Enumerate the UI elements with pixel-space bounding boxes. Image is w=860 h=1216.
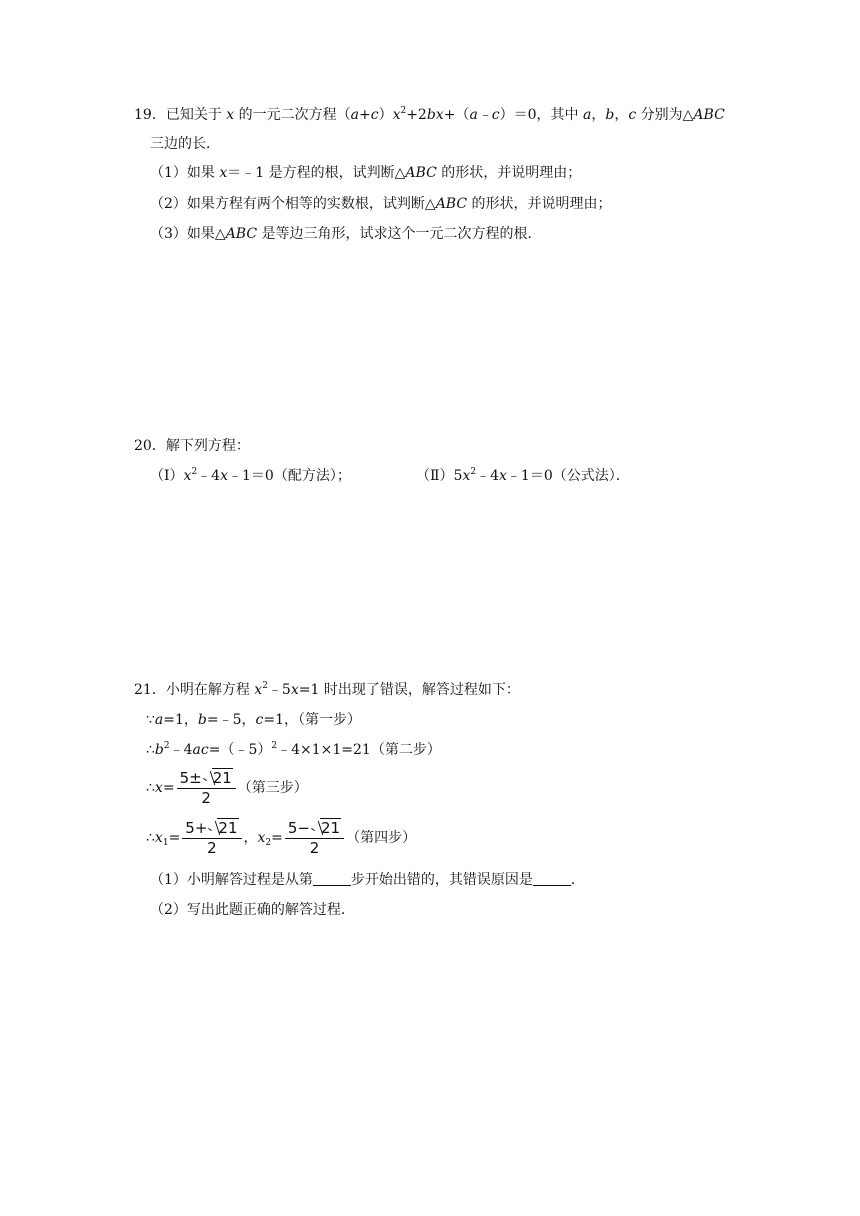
var: x (154, 780, 163, 796)
text: =1 时出现了错误，解答过程如下： (298, 682, 520, 698)
numerator (285, 819, 344, 839)
var: ABC (225, 226, 258, 242)
text: +（ (443, 107, 470, 123)
text: ， (591, 107, 606, 123)
q21-step4 (146, 818, 416, 858)
denominator: 2 (201, 789, 211, 807)
denominator: 2 (207, 839, 217, 857)
var: ABC (693, 107, 725, 123)
var: a (583, 107, 592, 123)
var: c (628, 107, 637, 123)
text: 小明在解方程 (165, 682, 250, 698)
fraction (177, 769, 236, 807)
exponent: 2 (470, 467, 477, 477)
q21-part2 (150, 900, 355, 920)
subscript: 2 (265, 838, 272, 848)
text: 分别为△ (640, 107, 694, 123)
text: 的一元二次方程（ (238, 107, 351, 123)
var: x (220, 468, 228, 484)
var: x (290, 682, 299, 698)
q19-part3 (150, 224, 542, 244)
var: bx (426, 107, 444, 123)
text: ＝﹣1 是方程的根，试判断△ (227, 165, 406, 181)
question-number: 20． (134, 438, 166, 454)
var: x (254, 682, 263, 698)
text: ∵ (146, 712, 155, 728)
q19-stem-line2 (150, 134, 220, 154)
answer-blank[interactable] (533, 871, 571, 886)
text: = (271, 830, 283, 846)
answer-blank[interactable] (313, 871, 351, 886)
q19-stem-line1 (134, 105, 725, 125)
var: x (183, 468, 192, 484)
sqrt (202, 769, 233, 787)
text: （1）如果 (150, 165, 215, 181)
question-number: 19． (134, 107, 166, 123)
question-number: 21． (134, 682, 166, 698)
q19-part1 (150, 163, 581, 183)
text: 5+ (185, 819, 208, 837)
text: ， (243, 830, 258, 846)
var: ABC (405, 165, 437, 181)
text: ﹣4×1×1=21（第二步） (277, 742, 441, 758)
numerator (177, 769, 236, 789)
exponent: 2 (262, 681, 268, 691)
numerator (182, 819, 241, 839)
radicand: 21 (212, 769, 232, 787)
text: ）＝0，其中 (499, 107, 579, 123)
var: c (255, 712, 264, 728)
exponent: 2 (400, 106, 407, 116)
text: （Ⅱ）5 (416, 468, 463, 484)
text: 5− (287, 819, 311, 837)
text: （1）小明解答过程是从第 (150, 872, 313, 888)
var: b (154, 742, 164, 758)
fraction (182, 819, 241, 857)
text: =1，（第一步） (263, 712, 362, 728)
var: x (257, 830, 266, 846)
q19-part2 (150, 194, 612, 214)
text: ﹣5 (267, 682, 291, 698)
text: （第三步） (237, 780, 308, 796)
text: ﹣4 (197, 468, 221, 484)
text: 的形状，并说明理由； (441, 165, 582, 181)
text: （Ⅰ） (150, 468, 184, 484)
exponent: 2 (191, 467, 198, 477)
var: a﹣c (469, 107, 500, 123)
var: b (605, 107, 615, 123)
text: 步开始出错的，其错误原因是 (350, 872, 533, 888)
text: ﹣1＝0（公式法）． (506, 468, 630, 484)
text: ， (614, 107, 629, 123)
text: 三边的长． (150, 136, 220, 152)
var: x (462, 468, 471, 484)
text: （2）写出此题正确的解答过程． (150, 902, 355, 918)
var: ac (192, 742, 209, 758)
text: 已知关于 (165, 107, 222, 123)
q20-part2 (416, 466, 630, 486)
exponent: 2 (271, 741, 278, 751)
text: ∴ (146, 830, 155, 846)
text: =（﹣5） (208, 742, 272, 758)
var: x (392, 107, 401, 123)
var: x (219, 165, 228, 181)
text: （3）如果△ (150, 226, 226, 242)
text: 的形状，并说明理由； (471, 196, 612, 212)
text: ﹣1＝0（配方法）； (228, 468, 351, 484)
text: =﹣5， (206, 712, 256, 728)
text: =1， (163, 712, 198, 728)
var: ABC (435, 196, 468, 212)
text: ． (570, 872, 585, 888)
q21-step3 (146, 768, 308, 808)
text: ± (189, 769, 202, 787)
var: b (197, 712, 207, 728)
var: x (154, 830, 163, 846)
fraction (285, 819, 344, 857)
q21-part1 (150, 870, 585, 890)
text: = (168, 830, 181, 846)
q21-step1 (146, 710, 361, 730)
var: x (226, 107, 235, 123)
q20-stem (134, 436, 250, 456)
text: ∴ (146, 742, 155, 758)
subscript: 1 (162, 838, 169, 848)
text: +2 (406, 107, 427, 123)
text: 解下列方程： (165, 438, 250, 454)
radicand: 21 (321, 819, 341, 837)
text: ﹣4 (169, 742, 193, 758)
sqrt (310, 819, 341, 837)
q21-step2 (146, 740, 441, 760)
var: a+c (350, 107, 379, 123)
text: （2）如果方程有两个相等的实数根，试判断△ (150, 196, 436, 212)
text: 是等边三角形，试求这个一元二次方程的根． (261, 226, 542, 242)
q21-stem (134, 680, 520, 700)
exponent: 2 (163, 741, 170, 751)
q20-part1 (150, 466, 351, 486)
text: ﹣4 (476, 468, 499, 484)
text: ） (378, 107, 393, 123)
text: = (162, 780, 175, 796)
text: （第四步） (346, 830, 417, 846)
text: ∴ (146, 780, 155, 796)
radicand: 21 (218, 819, 238, 837)
denominator: 2 (309, 839, 320, 857)
text: 5 (179, 769, 190, 787)
sqrt (207, 819, 238, 837)
var: x (499, 468, 507, 484)
var: a (154, 712, 164, 728)
